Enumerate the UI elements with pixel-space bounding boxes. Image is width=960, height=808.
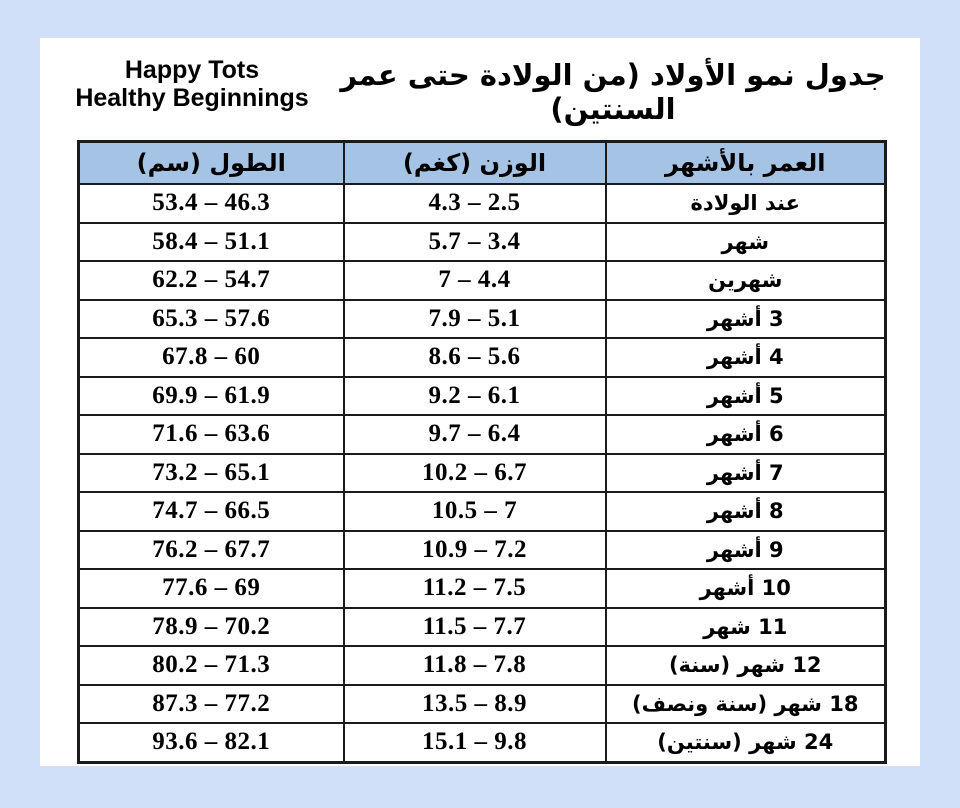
table-row [79, 608, 886, 647]
age-cell: 7 أشهر [606, 454, 886, 493]
growth-table [77, 140, 887, 764]
height-range-cell: 73.2 – 65.1 [79, 454, 344, 493]
col-header-age: العمر بالأشهر [606, 142, 886, 185]
height-range-cell: 53.4 – 46.3 [79, 184, 344, 223]
table-row [79, 415, 886, 454]
weight-range-cell: 10.5 – 7 [344, 492, 606, 531]
header-area [40, 38, 920, 126]
height-range-cell: 58.4 – 51.1 [79, 223, 344, 262]
height-range-cell: 76.2 – 67.7 [79, 531, 344, 570]
document-page [40, 38, 920, 766]
age-cell: 4 أشهر [606, 338, 886, 377]
col-header-weight: الوزن (كغم) [344, 142, 606, 185]
height-range-cell: 71.6 – 63.6 [79, 415, 344, 454]
height-range-cell: 67.8 – 60 [79, 338, 344, 377]
weight-range-cell: 10.9 – 7.2 [344, 531, 606, 570]
table-row [79, 685, 886, 724]
table-row [79, 454, 886, 493]
age-cell: شهرين [606, 261, 886, 300]
weight-range-cell: 7 – 4.4 [344, 261, 606, 300]
brand-line2: Healthy Beginnings [75, 84, 309, 112]
height-range-cell: 62.2 – 54.7 [79, 261, 344, 300]
brand-logo-text [72, 56, 312, 112]
age-cell: 11 شهر [606, 608, 886, 647]
age-cell: 6 أشهر [606, 415, 886, 454]
weight-range-cell: 4.3 – 2.5 [344, 184, 606, 223]
weight-range-cell: 9.7 – 6.4 [344, 415, 606, 454]
weight-range-cell: 8.6 – 5.6 [344, 338, 606, 377]
height-range-cell: 93.6 – 82.1 [79, 723, 344, 762]
col-header-height: الطول (سم) [79, 142, 344, 185]
age-cell: 8 أشهر [606, 492, 886, 531]
page-title: جدول نمو الأولاد (من الولادة حتى عمر السنتين) [340, 58, 886, 126]
weight-range-cell: 5.7 – 3.4 [344, 223, 606, 262]
age-cell: 24 شهر (سنتين) [606, 723, 886, 762]
age-cell: شهر [606, 223, 886, 262]
brand-line1: Happy Tots [124, 56, 260, 84]
table-row [79, 723, 886, 762]
weight-range-cell: 11.8 – 7.8 [344, 646, 606, 685]
table-row [79, 300, 886, 339]
table-row [79, 569, 886, 608]
height-range-cell: 77.6 – 69 [79, 569, 344, 608]
table-row [79, 338, 886, 377]
table-row [79, 261, 886, 300]
height-range-cell: 74.7 – 66.5 [79, 492, 344, 531]
table-row [79, 531, 886, 570]
height-range-cell: 80.2 – 71.3 [79, 646, 344, 685]
height-range-cell: 69.9 – 61.9 [79, 377, 344, 416]
weight-range-cell: 13.5 – 8.9 [344, 685, 606, 724]
weight-range-cell: 7.9 – 5.1 [344, 300, 606, 339]
table-header-row [79, 142, 886, 185]
height-range-cell: 87.3 – 77.2 [79, 685, 344, 724]
age-cell: 5 أشهر [606, 377, 886, 416]
table-row [79, 646, 886, 685]
weight-range-cell: 9.2 – 6.1 [344, 377, 606, 416]
height-range-cell: 78.9 – 70.2 [79, 608, 344, 647]
table-row [79, 223, 886, 262]
age-cell: 18 شهر (سنة ونصف) [606, 685, 886, 724]
table-row [79, 184, 886, 223]
weight-range-cell: 10.2 – 6.7 [344, 454, 606, 493]
age-cell: عند الولادة [606, 184, 886, 223]
weight-range-cell: 11.2 – 7.5 [344, 569, 606, 608]
table-row [79, 492, 886, 531]
weight-range-cell: 11.5 – 7.7 [344, 608, 606, 647]
age-cell: 9 أشهر [606, 531, 886, 570]
age-cell: 3 أشهر [606, 300, 886, 339]
height-range-cell: 65.3 – 57.6 [79, 300, 344, 339]
age-cell: 10 أشهر [606, 569, 886, 608]
table-row [79, 377, 886, 416]
age-cell: 12 شهر (سنة) [606, 646, 886, 685]
weight-range-cell: 15.1 – 9.8 [344, 723, 606, 762]
